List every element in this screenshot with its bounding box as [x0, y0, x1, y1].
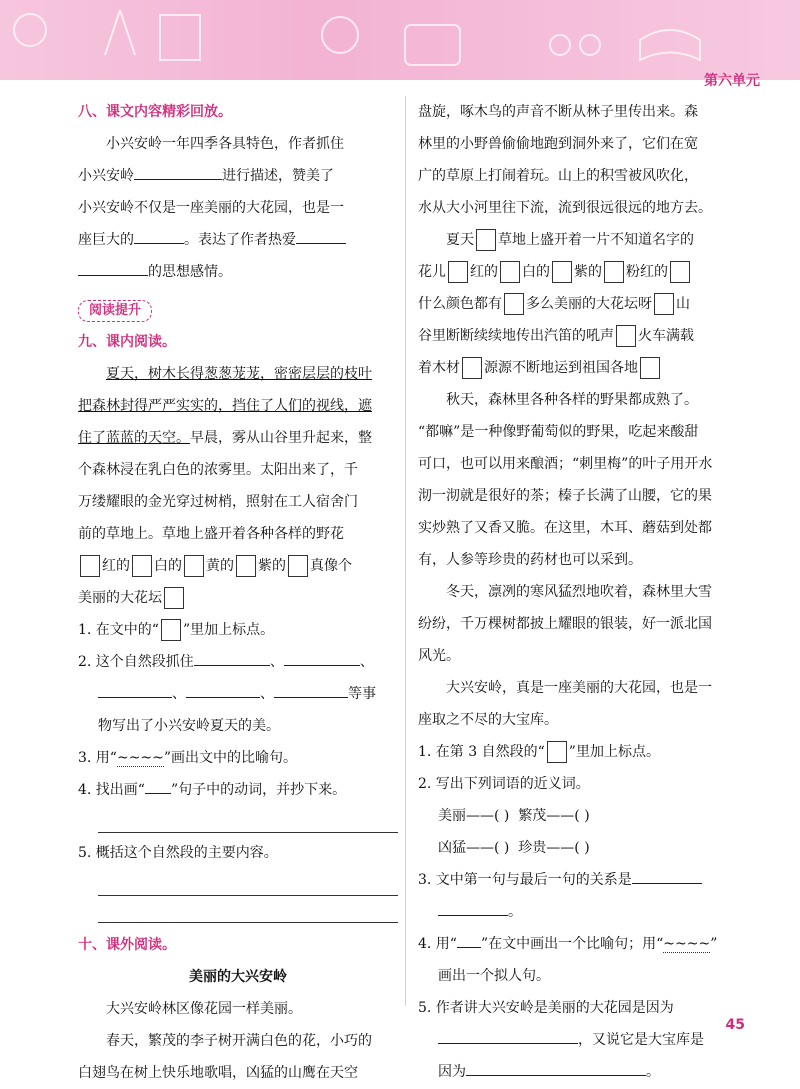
- reading-line-3: 住了蓝蓝的天空。早晨，雾从山谷里升起来，整: [78, 430, 372, 446]
- punct-box[interactable]: [500, 261, 520, 283]
- story-line: 盘旋，啄木鸟的声音不断从林子里传出来。森: [418, 104, 698, 120]
- punct-box[interactable]: [462, 357, 482, 379]
- story-line-2: 春天，繁茂的李子树开满白色的花，小巧的: [106, 1033, 372, 1049]
- fill-blank[interactable]: [632, 867, 702, 884]
- question-5: 5. 概括这个自然段的主要内容。: [78, 845, 278, 861]
- question-2: 2. 写出下列词语的近义词。: [418, 776, 590, 792]
- reading-line-5: 万缕耀眼的金光穿过树梢，照射在工人宿舍门: [78, 494, 358, 510]
- question-4: 4. 找出画“ ”句子中的动词，并抄下来。: [78, 774, 398, 806]
- story-line: 着木材 源源不断地运到祖国各地: [418, 352, 728, 384]
- story-line: 座取之不尽的大宝库。: [418, 712, 558, 728]
- fill-blank[interactable]: [438, 1027, 578, 1044]
- reading-line-6: 前的草地上。草地上盛开着各种各样的野花: [78, 526, 344, 542]
- fill-blank[interactable]: [134, 163, 222, 180]
- punct-box[interactable]: [132, 555, 152, 577]
- fill-blank[interactable]: [186, 681, 260, 698]
- question-5-cont: ，又说它是大宝库是: [418, 1024, 728, 1056]
- story-line: 纷纷，千万棵树都披上耀眼的银装，好一派北国: [418, 616, 712, 632]
- s8-line-4: 座巨大的 。表达了作者热爱: [78, 224, 398, 256]
- fill-blank[interactable]: [274, 681, 348, 698]
- section-10-title: 十、课外阅读。: [78, 937, 176, 953]
- story-line: 冬天，凛冽的寒风猛烈地吹着，森林里大雪: [446, 584, 712, 600]
- punct-box[interactable]: [670, 261, 690, 283]
- synonym-row: 美丽——( ) 繁茂——( ): [438, 808, 590, 824]
- question-4-cont: 画出一个拟人句。: [438, 968, 550, 984]
- story-line: “都嘛”是一种像野葡萄似的野果，吃起来酸甜: [418, 424, 699, 440]
- unit-label: 第六单元: [704, 73, 760, 89]
- story-line: 可口，也可以用来酿酒；“刺里梅”的叶子用开水: [418, 456, 713, 472]
- column-divider: [405, 96, 406, 1006]
- fill-blank[interactable]: [134, 227, 184, 244]
- decorative-doodles-icon: [0, 0, 800, 80]
- s8-line-2: 小兴安岭 进行描述，赞美了: [78, 160, 398, 192]
- answer-line[interactable]: [98, 869, 398, 896]
- answer-line[interactable]: [98, 896, 398, 923]
- punct-box[interactable]: [654, 293, 674, 315]
- question-3: 3. 文中第一句与最后一句的关系是: [418, 864, 728, 896]
- story-title: 美丽的大兴安岭: [189, 969, 287, 985]
- question-2: 2. 这个自然段抓住 、 、: [78, 646, 398, 678]
- fill-blank[interactable]: [438, 899, 508, 916]
- question-3: 3. 用“~~~~”画出文中的比喻句。: [78, 750, 298, 766]
- fill-blank[interactable]: [296, 227, 346, 244]
- reading-line-1: 夏天，树木长得葱葱茏茏，密密层层的枝叶: [106, 366, 372, 382]
- story-line: 秋天，森林里各种各样的野果都成熟了。: [446, 392, 698, 408]
- punct-box[interactable]: [616, 325, 636, 347]
- punct-box[interactable]: [552, 261, 572, 283]
- punct-box[interactable]: [448, 261, 468, 283]
- story-line: 风光。: [418, 648, 460, 664]
- story-line: 花儿 红的 白的 紫的 粉红的: [418, 256, 728, 288]
- question-2-cont: 、 、 等事: [78, 678, 398, 710]
- fill-blank[interactable]: [78, 259, 148, 276]
- s8-line-1: 小兴安岭一年四季各具特色，作者抓住: [106, 136, 344, 152]
- synonym-row: 凶猛——( ) 珍贵——( ): [438, 840, 590, 856]
- punct-box[interactable]: [604, 261, 624, 283]
- reading-tag: 阅读提升: [78, 300, 152, 322]
- question-1: 1. 在文中的“ ”里加上标点。: [78, 614, 398, 646]
- reading-line-4: 个森林浸在乳白色的浓雾里。太阳出来了，千: [78, 462, 358, 478]
- punct-box[interactable]: [164, 587, 184, 609]
- fill-blank[interactable]: [466, 1059, 646, 1076]
- story-line: 实炒熟了又香又脆。在这里，木耳、蘑菇到处都: [418, 520, 712, 536]
- right-column: [418, 96, 728, 1088]
- story-line: 林里的小野兽偷偷地跑到洞外来了，它们在宽: [418, 136, 698, 152]
- header-banner: [0, 0, 800, 80]
- story-line: 谷里断断续续地传出汽笛的吼声 火车满载: [418, 320, 728, 352]
- section-9-title: 九、课内阅读。: [78, 334, 176, 350]
- reading-line-8: 美丽的大花坛: [78, 582, 398, 614]
- question-1: 1. 在第 3 自然段的“ ”里加上标点。: [418, 736, 728, 768]
- reading-line-2: 把森林封得严严实实的，挡住了人们的视线，遮: [78, 398, 372, 414]
- story-line-3: 白翅鸟在树上快乐地歌唱，凶猛的山鹰在天空: [78, 1065, 358, 1081]
- story-line: 水从大小河里往下流，流到很远很远的地方去。: [418, 200, 712, 216]
- left-column: [78, 96, 398, 1089]
- story-line: 有，人参等珍贵的药材也可以采到。: [418, 552, 642, 568]
- story-line: 沏一沏就是很好的茶；榛子长满了山腰，它的果: [418, 488, 712, 504]
- s8-line-3: 小兴安岭不仅是一座美丽的大花园，也是一: [78, 200, 344, 216]
- punct-box[interactable]: [640, 357, 660, 379]
- question-3-cont: 。: [418, 896, 728, 928]
- punct-box[interactable]: [80, 555, 100, 577]
- punct-box[interactable]: [504, 293, 524, 315]
- punct-box-sample: [161, 619, 181, 641]
- story-line: 广的草原上打闹着玩。山上的积雪被风吹化，: [418, 168, 698, 184]
- fill-blank[interactable]: [194, 649, 270, 666]
- s8-line-5: 的思想感情。: [78, 256, 398, 288]
- reading-line-7: 红的 白的 黄的 紫的 真像个: [78, 550, 398, 582]
- story-line: 夏天 草地上盛开着一片不知道名字的: [418, 224, 728, 256]
- punct-box[interactable]: [288, 555, 308, 577]
- question-5-end: 因为 。: [418, 1056, 728, 1088]
- question-4: 4. 用“ ”在文中画出一个比喻句；用“~~~~”: [418, 928, 728, 960]
- punct-box[interactable]: [184, 555, 204, 577]
- story-line: 什么颜色都有 多么美丽的大花坛呀 山: [418, 288, 728, 320]
- page-number: 45: [725, 1017, 745, 1033]
- fill-blank[interactable]: [98, 681, 172, 698]
- reading-tag-row: [78, 294, 398, 326]
- story-line-1: 大兴安岭林区像花园一样美丽。: [106, 1001, 302, 1017]
- answer-line[interactable]: [98, 806, 398, 833]
- story-line: 大兴安岭，真是一座美丽的大花园，也是一: [446, 680, 712, 696]
- question-2-end: 物写出了小兴安岭夏天的美。: [98, 718, 280, 734]
- fill-blank[interactable]: [284, 649, 360, 666]
- section-8-title: 八、课文内容精彩回放。: [78, 104, 232, 120]
- punct-box-sample: [547, 741, 567, 763]
- question-5: 5. 作者讲大兴安岭是美丽的大花园是因为: [418, 1000, 674, 1016]
- punct-box[interactable]: [476, 229, 496, 251]
- punct-box[interactable]: [236, 555, 256, 577]
